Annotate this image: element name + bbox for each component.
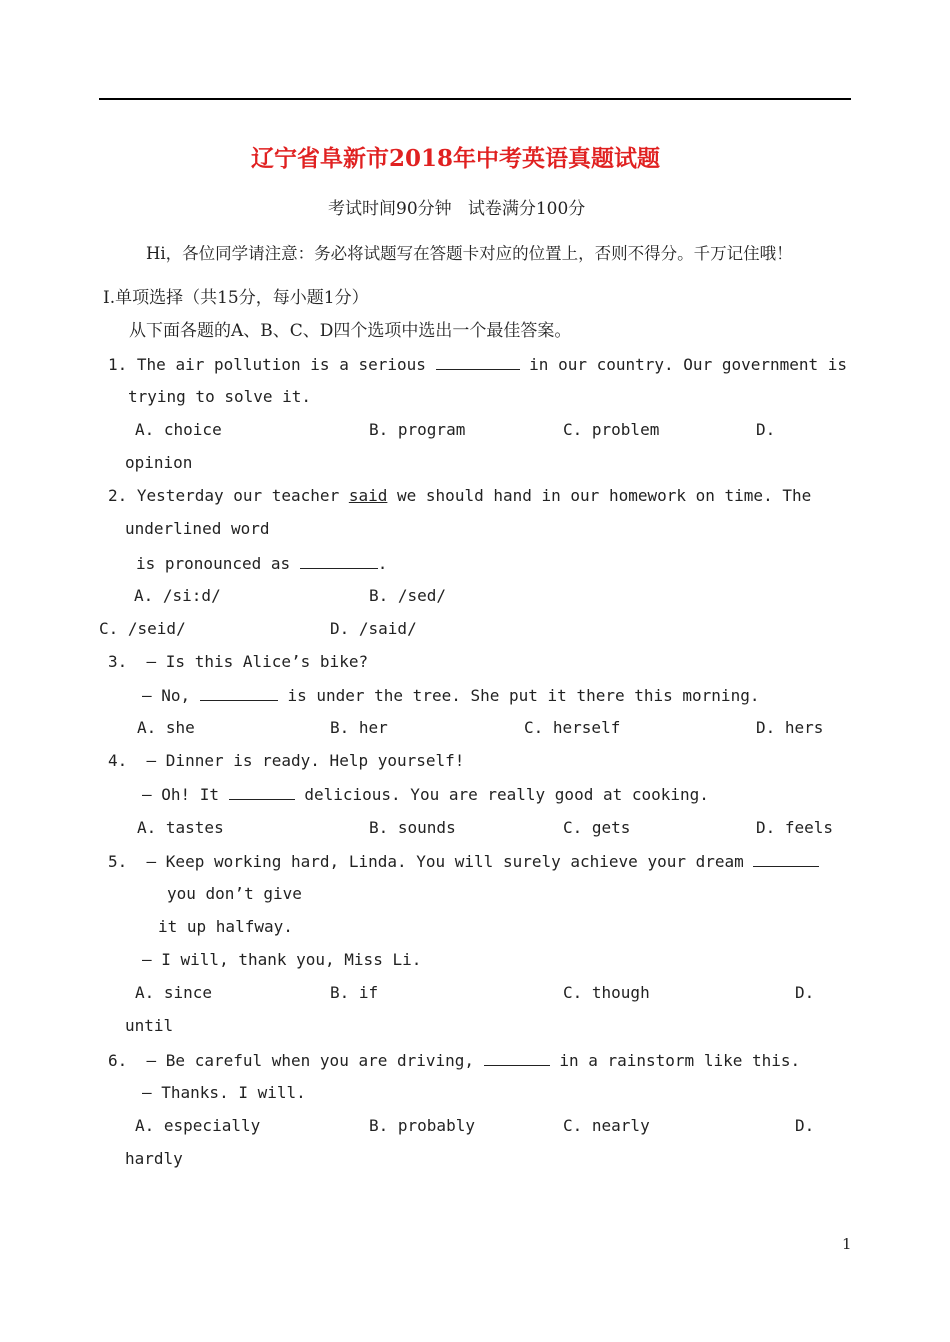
option-c: C. /seid/	[99, 619, 186, 638]
response-line: – I will, thank you, Miss Li.	[142, 950, 422, 969]
question-1	[108, 353, 847, 376]
question-text: – Keep working hard, Linda. You will surely achieve your dream	[146, 852, 744, 871]
question-2	[108, 485, 811, 507]
answer-blank	[229, 783, 295, 800]
option-d: D.	[795, 1116, 815, 1135]
question-text-cont2: it up halfway.	[158, 917, 293, 936]
answer-blank	[753, 850, 819, 867]
question-number: 3.	[108, 652, 128, 671]
answer-blank	[300, 552, 378, 569]
option-c: C. problem	[563, 420, 660, 439]
notice: Hi，各位同学请注意：务必将试题写在答题卡对应的位置上，否则不得分。千万记住哦！	[146, 244, 793, 263]
option-b: B. her	[330, 718, 388, 737]
question-text: – Be careful when you are driving,	[146, 1051, 475, 1070]
option-d-text: until	[125, 1016, 174, 1035]
option-a: A. tastes	[137, 818, 224, 837]
option-c: C. nearly	[563, 1116, 650, 1135]
option-a: A. choice	[135, 420, 222, 439]
question-text: The air pollution is a serious	[136, 355, 426, 374]
answer-blank	[484, 1049, 550, 1066]
option-b: B. sounds	[369, 818, 456, 837]
option-c: C. gets	[563, 818, 631, 837]
question-text: is under the tree. She put it there this morning.	[287, 686, 760, 705]
answer-blank	[436, 353, 520, 370]
option-a: A. /si:d/	[134, 586, 221, 605]
question-text: – Dinner is ready. Help yourself!	[146, 751, 465, 770]
question-text: Yesterday our teacher	[136, 486, 340, 505]
question-number: 1.	[108, 355, 128, 374]
question-text: is pronounced as	[136, 554, 291, 573]
option-b: B. if	[330, 983, 379, 1002]
option-d: D. feels	[756, 818, 834, 837]
header-rule	[99, 98, 851, 100]
option-d-text: opinion	[125, 453, 193, 472]
option-c: C. though	[563, 983, 650, 1002]
question-number: 2.	[108, 486, 128, 505]
question-text: we should hand in our homework on time. The	[397, 486, 812, 505]
option-d: D.	[756, 420, 776, 439]
option-d: D. hers	[756, 718, 824, 737]
option-d: D.	[795, 983, 815, 1002]
section-instruction: 从下面各题的A、B、C、D四个选项中选出一个最佳答案。	[129, 321, 572, 341]
question-text-cont	[142, 783, 709, 806]
option-b: B. /sed/	[369, 586, 447, 605]
question-4	[108, 750, 464, 772]
answer-blank	[200, 684, 278, 701]
question-text-cont: trying to solve it.	[128, 387, 312, 406]
period: .	[377, 554, 388, 573]
question-6	[108, 1049, 800, 1072]
question-text: in a rainstorm like this.	[559, 1051, 801, 1070]
page-number: 1	[842, 1235, 852, 1253]
question-text-cont: you don’t give	[167, 884, 302, 903]
option-a: A. since	[135, 983, 213, 1002]
question-5	[108, 850, 819, 873]
question-text: – Oh! It	[142, 785, 220, 804]
section-heading: Ⅰ.单项选择（共15分，每小题1分）	[103, 288, 369, 308]
question-text-cont: underlined word	[125, 519, 270, 538]
question-text: – Is this Alice’s bike?	[146, 652, 369, 671]
question-text: delicious. You are really good at cooking.	[304, 785, 709, 804]
page-title: 辽宁省阜新市2018年中考英语真题试题	[251, 145, 661, 172]
question-3	[108, 651, 368, 673]
exam-info: 考试时间90分钟 试卷满分100分	[328, 199, 586, 219]
question-number: 6.	[108, 1051, 128, 1070]
option-a: A. especially	[135, 1116, 261, 1135]
option-b: B. program	[369, 420, 466, 439]
question-text: – No,	[142, 686, 191, 705]
question-text-cont2	[136, 552, 387, 575]
option-b: B. probably	[369, 1116, 475, 1135]
response-line: – Thanks. I will.	[142, 1083, 306, 1102]
question-text-cont	[142, 684, 759, 707]
question-number: 5.	[108, 852, 128, 871]
option-a: A. she	[137, 718, 195, 737]
question-text: in our country. Our government is	[529, 355, 848, 374]
underlined-word: said	[348, 486, 388, 505]
question-number: 4.	[108, 751, 128, 770]
option-d: D. /said/	[330, 619, 417, 638]
option-d-text: hardly	[125, 1149, 183, 1168]
option-c: C. herself	[524, 718, 621, 737]
